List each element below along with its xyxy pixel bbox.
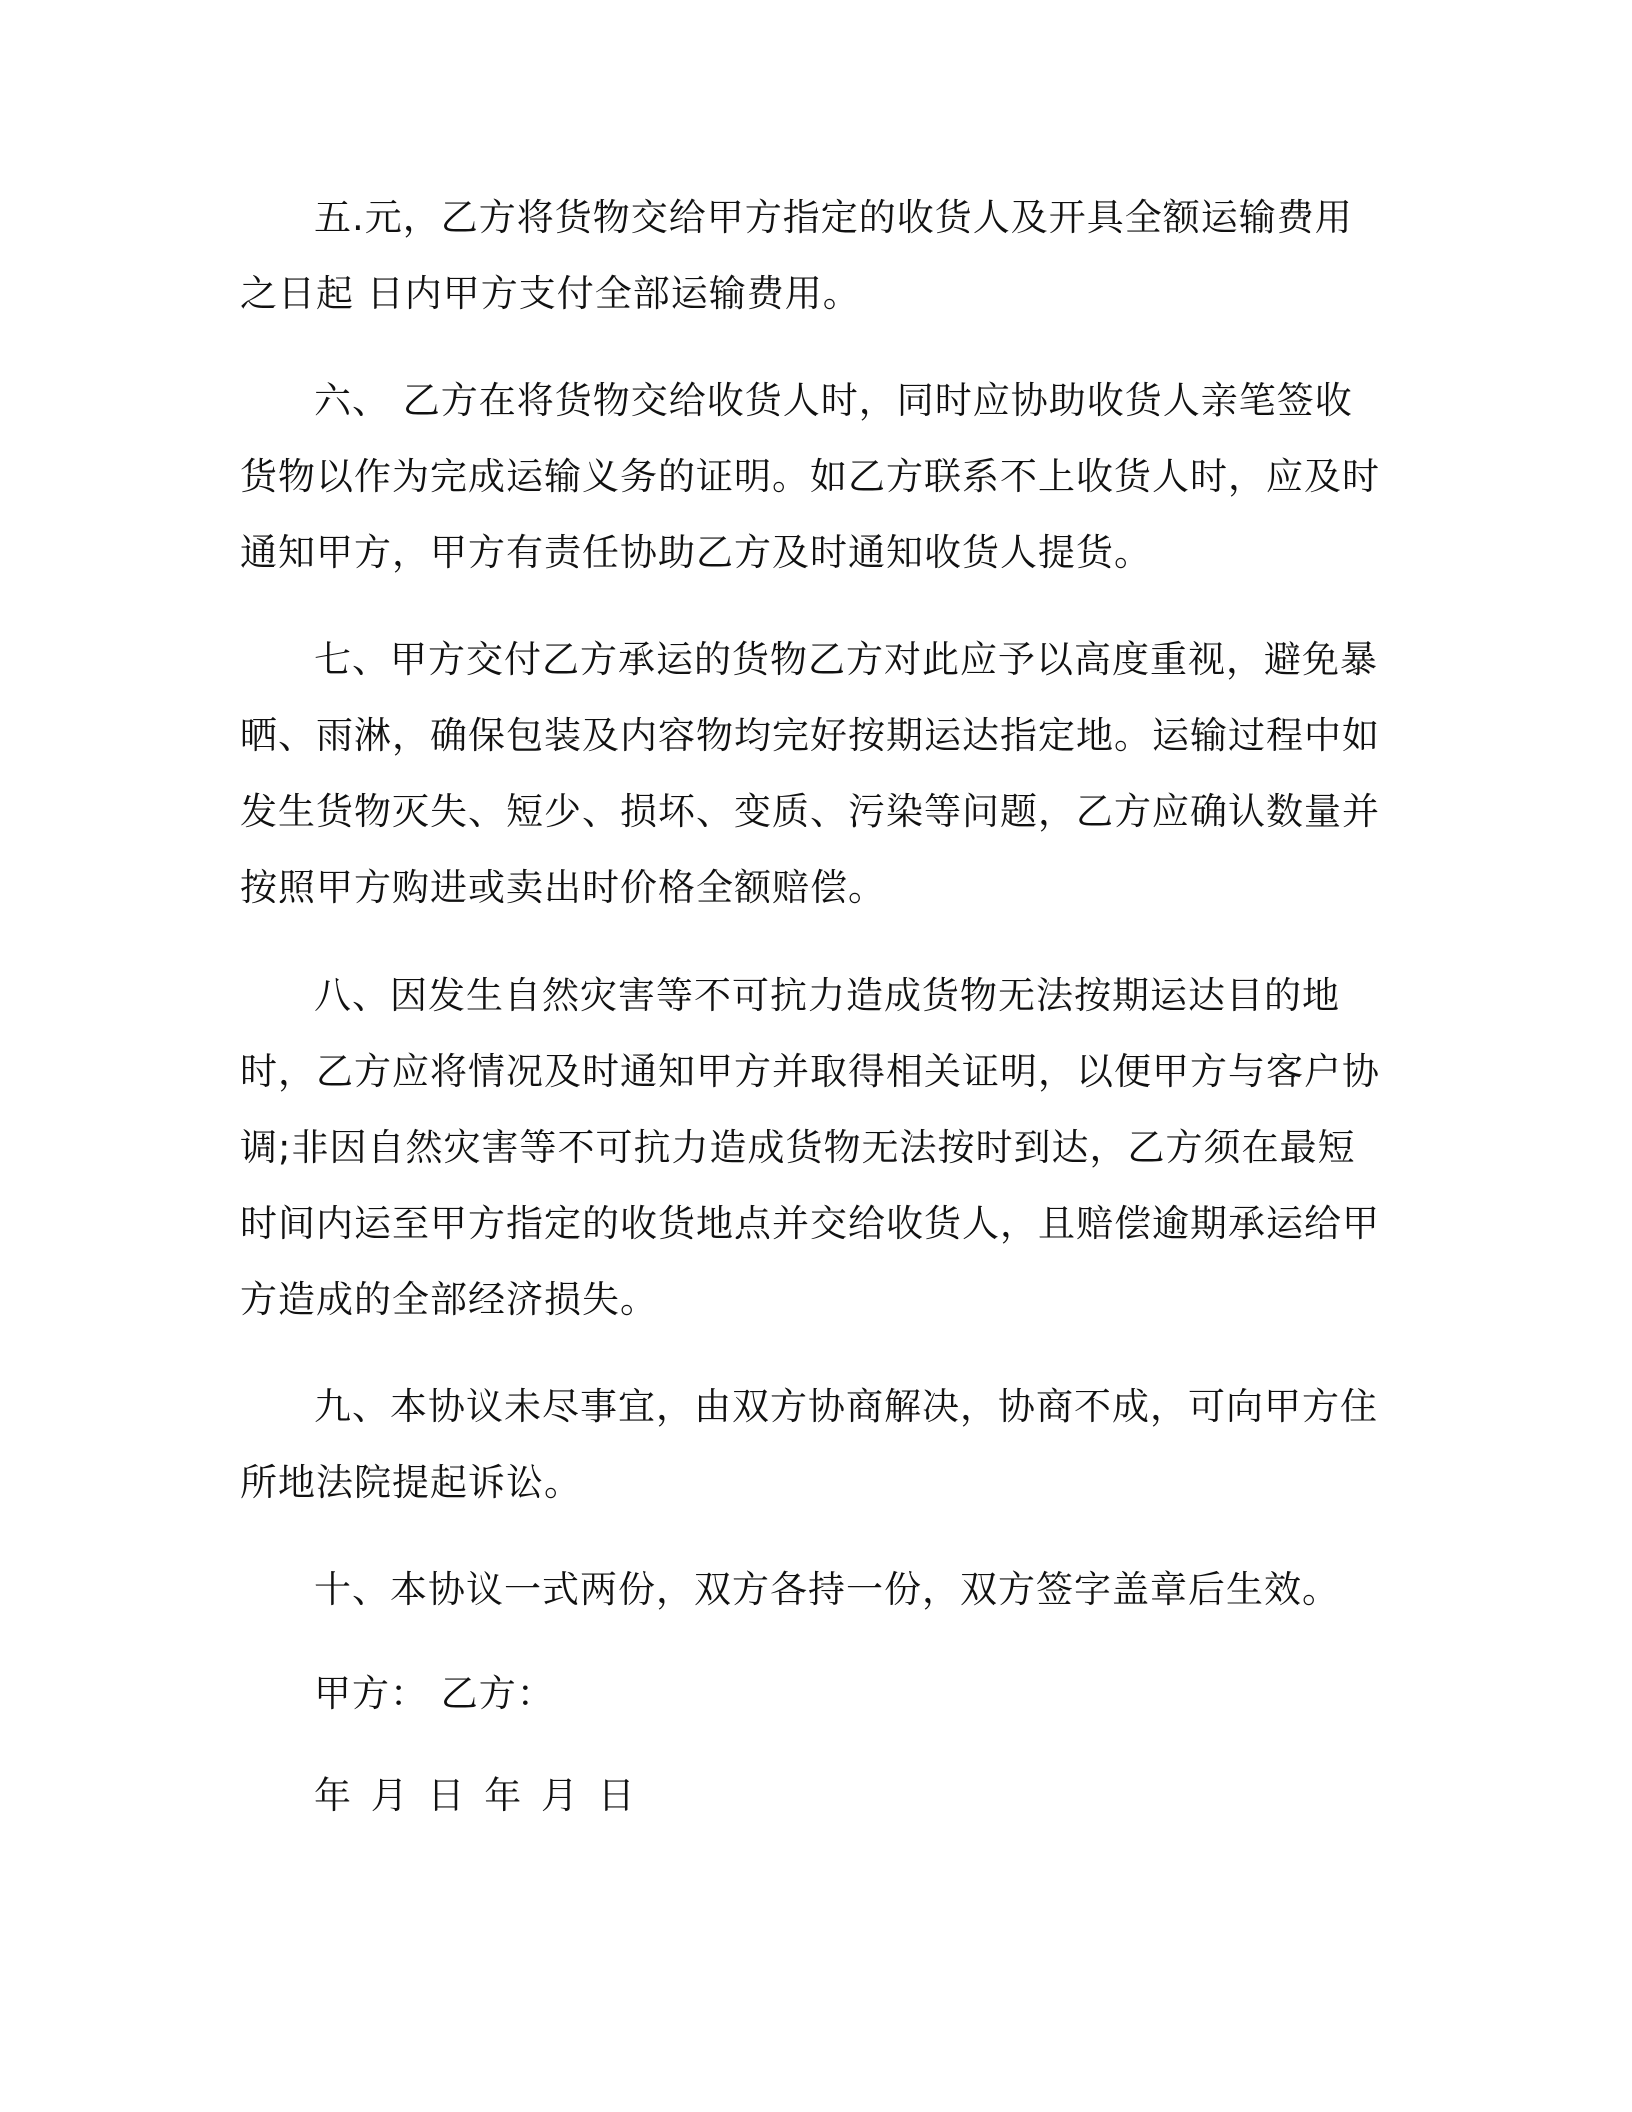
clause-7: 七、甲方交付乙方承运的货物乙方对此应予以高度重视，避免暴晒、雨淋，确保包装及内容物均完好按期运达指定地。运输过程中如发生货物灭失、短少、损坏、变质、污染等问题，乙方应确认数量并按照甲方购进或卖出时价格全额赔偿。 bbox=[240, 638, 1380, 909]
clause-8: 八、因发生自然灾害等不可抗力造成货物无法按期运达目的地时，乙方应将情况及时通知甲方并取得相关证明，以便甲方与客户协调;非因自然灾害等不可抗力造成货物无法按时到达，乙方须在最短时间内运至甲方指定的收货地点并交给收货人，且赔偿逾期承运给甲方造成的全部经济损失。 bbox=[240, 974, 1380, 1321]
clause-5: 五.元，乙方将货物交给甲方指定的收货人及开具全额运输费用之日起 日内甲方支付全部运输费用。 bbox=[240, 196, 1353, 315]
date-line: 年 月 日 年 月 日 bbox=[314, 1774, 636, 1817]
clause-6: 六、 乙方在将货物交给收货人时，同时应协助收货人亲笔签收货物以作为完成运输义务的证明。如乙方联系不上收货人时，应及时通知甲方，甲方有责任协助乙方及时通知收货人提货。 bbox=[240, 379, 1380, 574]
clause-10: 十、本协议一式两份，双方各持一份，双方签字盖章后生效。 bbox=[314, 1568, 1340, 1611]
clause-9: 九、本协议未尽事宜，由双方协商解决，协商不成，可向甲方住所地法院提起诉讼。 bbox=[240, 1385, 1378, 1504]
signature-line: 甲方： 乙方： bbox=[314, 1672, 555, 1715]
